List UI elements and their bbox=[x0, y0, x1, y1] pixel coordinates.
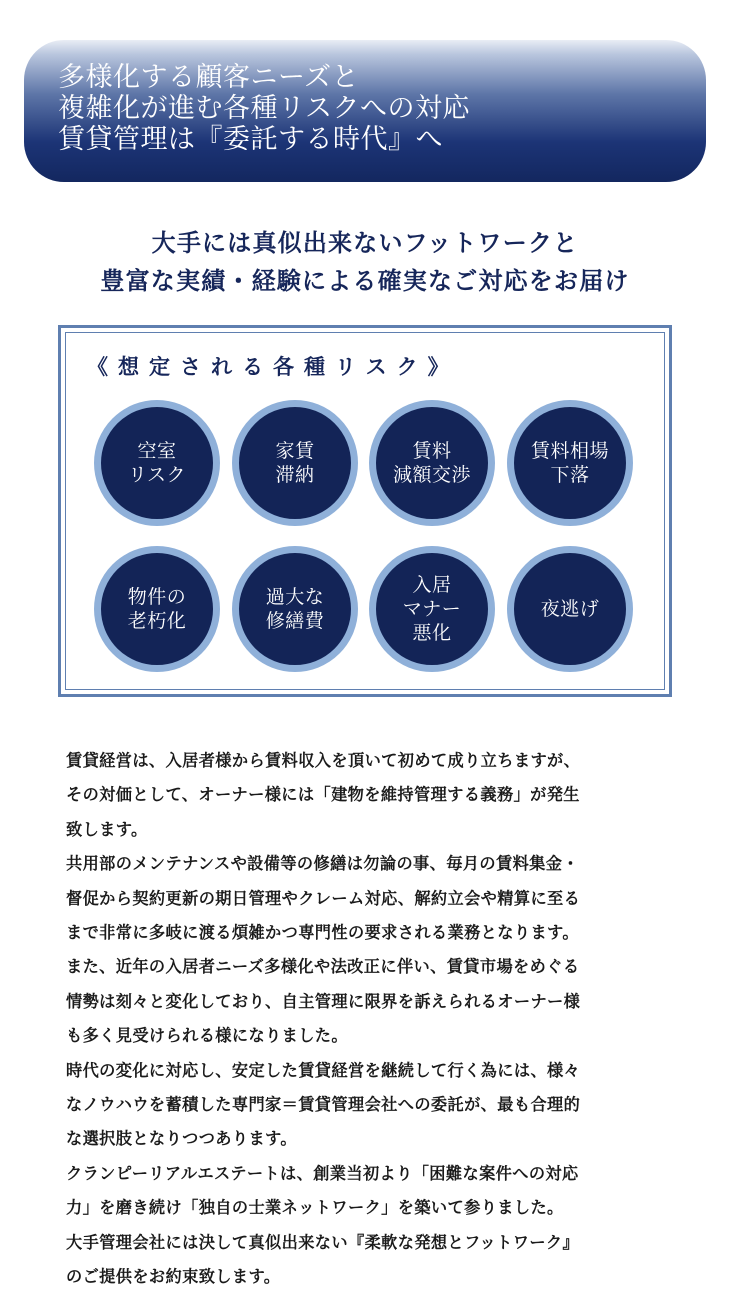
body-text bbox=[66, 744, 676, 1295]
banner-line: 多様化する顧客ニーズと bbox=[58, 62, 360, 93]
risk-label: 夜逃げ bbox=[540, 598, 600, 620]
risk-label: 賃料相場 下落 bbox=[530, 440, 609, 486]
risk-label: 空室 リスク bbox=[127, 440, 187, 486]
risk-circle-rent-reduction bbox=[369, 400, 495, 526]
risk-label: 過大な 修繕費 bbox=[265, 586, 325, 632]
banner-line: 複雑化が進む各種リスクへの対応 bbox=[58, 93, 470, 124]
body-line: 致します。 bbox=[66, 819, 148, 839]
body-line: その対価として、オーナー様には「建物を維持管理する義務」が発生 bbox=[66, 785, 580, 805]
headline-banner bbox=[24, 40, 706, 182]
body-line: 情勢は刻々と変化しており、自主管理に限界を訴えられるオーナー様 bbox=[66, 991, 581, 1011]
body-line: も多く見受けられる様になりました。 bbox=[66, 1026, 348, 1046]
risk-circle-aging bbox=[94, 546, 220, 672]
body-line: 大手管理会社には決して真似出来ない『柔軟な発想とフットワーク』 bbox=[66, 1232, 580, 1252]
body-line: 共用部のメンテナンスや設備等の修繕は勿論の事、毎月の賃料集金・ bbox=[66, 854, 579, 874]
risk-panel bbox=[58, 325, 672, 697]
risk-circle-vacancy bbox=[94, 400, 220, 526]
lead-line: 豊富な実績・経験による確実なご対応をお届け bbox=[100, 267, 630, 295]
risk-circle-night-flight bbox=[507, 546, 633, 672]
risk-label: 家賃 滞納 bbox=[275, 440, 315, 486]
body-line: 時代の変化に対応し、安定した賃貸経営を継続して行く為には、様々 bbox=[66, 1060, 581, 1080]
risk-panel-title: 《想定される各種リスク》 bbox=[87, 355, 459, 379]
risk-circle-tenant-manners bbox=[369, 546, 495, 672]
banner-line: 賃貸管理は『委託する時代』へ bbox=[58, 124, 443, 155]
body-line: 力」を磨き続け「独自の士業ネットワーク」を築いて参りました。 bbox=[66, 1198, 564, 1218]
lead-heading bbox=[0, 224, 730, 300]
body-line: まで非常に多岐に渡る煩雑かつ専門性の要求される業務となります。 bbox=[66, 923, 579, 943]
risk-label: 賃料 減額交渉 bbox=[392, 440, 471, 486]
risk-circle-rent-arrears bbox=[232, 400, 358, 526]
risk-circle-repair-cost bbox=[232, 546, 358, 672]
risk-label: 物件の 老朽化 bbox=[127, 586, 187, 632]
body-line: 賃貸経営は、入居者様から賃料収入を頂いて初めて成り立ちますが、 bbox=[66, 751, 581, 770]
body-line: クランピーリアルエステートは、創業当初より「困難な案件への対応 bbox=[66, 1163, 579, 1183]
body-line: また、近年の入居者ニーズ多様化や法改正に伴い、賃貸市場をめぐる bbox=[66, 957, 580, 977]
body-line: なノウハウを蓄積した専門家＝賃貸管理会社への委託が、最も合理的 bbox=[66, 1095, 581, 1115]
body-line: のご提供をお約束致します。 bbox=[66, 1267, 281, 1287]
risk-circle-market-decline bbox=[507, 400, 633, 526]
lead-line: 大手には真似出来ないフットワークと bbox=[151, 229, 579, 257]
body-line: 督促から契約更新の期日管理やクレーム対応、解約立会や精算に至る bbox=[66, 888, 581, 908]
body-line: な選択肢となりつつあります。 bbox=[66, 1129, 297, 1149]
risk-label: 入居 マナー 悪化 bbox=[402, 574, 462, 644]
